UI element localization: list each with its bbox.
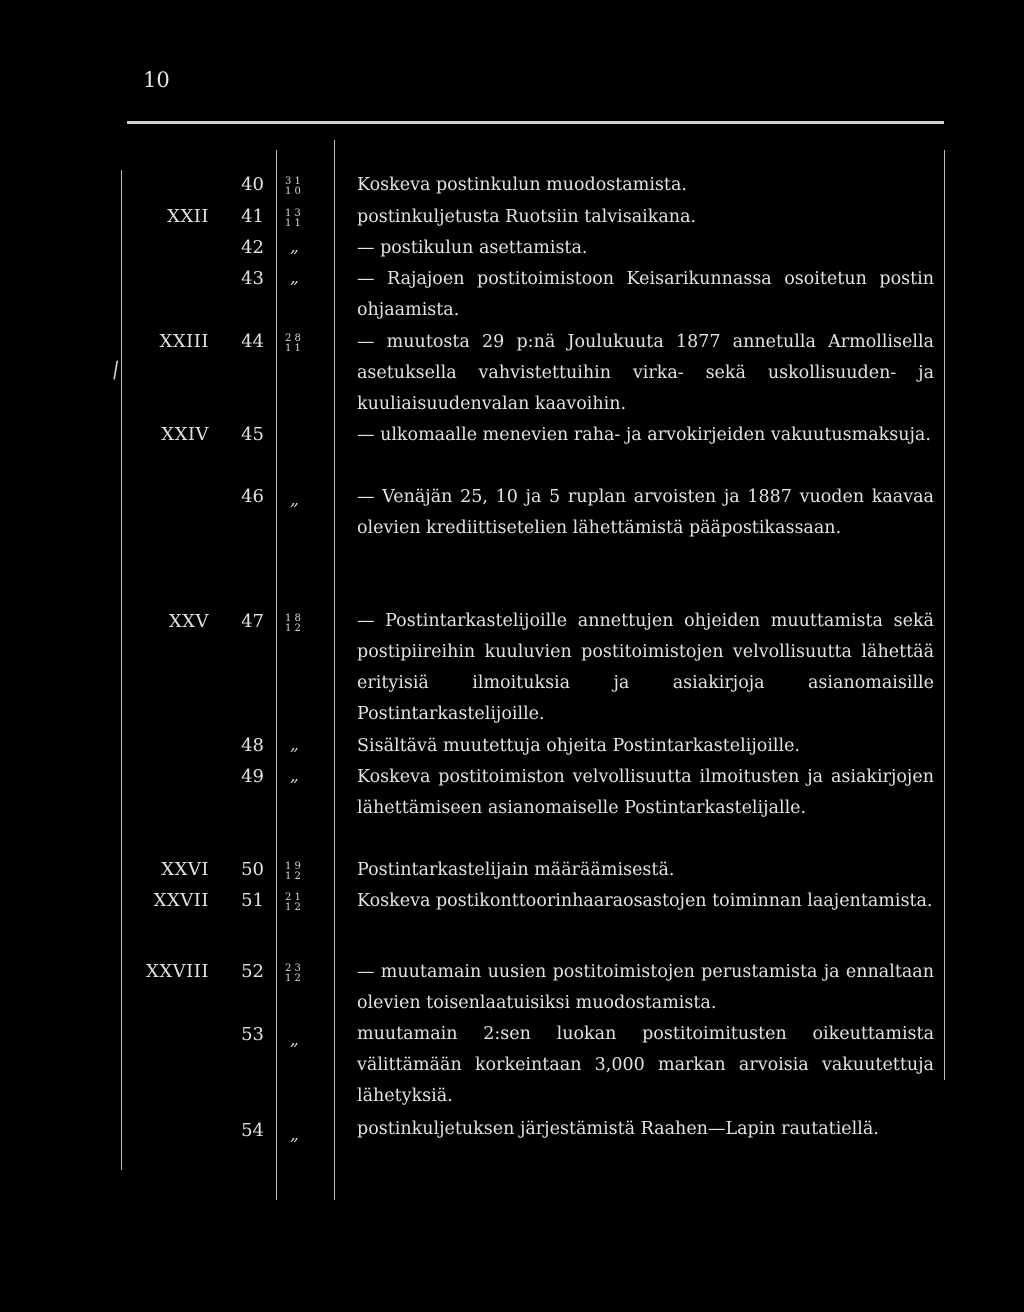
- roman-numeral: XXVI: [161, 859, 209, 880]
- ditto-mark: „: [290, 490, 299, 510]
- entry-text: postinkuljetuksen järjestämistä Raahen—Lapin rautatiellä.: [357, 1119, 879, 1139]
- entry-text: postinkuljetusta Ruotsiin talvisaikana.: [357, 207, 697, 227]
- roman-numeral: XXIII: [159, 331, 209, 352]
- entry-text: Postintarkastelijain määräämisestä.: [357, 860, 675, 880]
- ditto-mark: „: [290, 268, 299, 288]
- roman-numeral: XXVIII: [146, 961, 209, 982]
- page-number: 10: [143, 68, 170, 92]
- date-mark: 1 8 1 2: [285, 613, 301, 634]
- entry-text: — Venäjän 25, 10 ja 5 ruplan arvoisten ja 1887 vuoden kaavaa olevien krediittisetelien lähettämistä pääpostikassaan.: [357, 487, 934, 538]
- entry-number: 44: [241, 331, 264, 352]
- entry-number: 47: [241, 611, 264, 632]
- date-mark: 3 1 1 0: [285, 176, 301, 197]
- entry-text: — ulkomaalle menevien raha- ja arvokirjeiden vakuutusmaksuja.: [357, 425, 931, 445]
- entry-number: 46: [241, 486, 264, 507]
- entry-text: Koskeva postitoimiston velvollisuutta ilmoitusten ja asiakirjojen lähettämiseen asianomaiselle Postintarkastelijalle.: [357, 767, 934, 818]
- column-rule-left: [121, 170, 122, 1170]
- entry-number: 43: [241, 268, 264, 289]
- entry-number: 54: [241, 1120, 264, 1141]
- entry-text: Koskeva postikonttoorinhaaraosastojen toiminnan laajentamista.: [357, 891, 933, 911]
- date-mark: 2 8 1 1: [285, 333, 301, 354]
- entry-number: 50: [241, 859, 264, 880]
- column-rule-right: [944, 150, 945, 1080]
- header-rule: [127, 121, 944, 124]
- entry-number: 51: [241, 890, 264, 911]
- column-rule-number: [276, 150, 277, 1200]
- ditto-mark: „: [290, 766, 299, 786]
- entry-number: 45: [241, 424, 264, 445]
- entry-number: 41: [241, 206, 264, 227]
- entry-text: — Rajajoen postitoimistoon Keisarikunnassa osoitetun postin ohjaamista.: [357, 269, 934, 320]
- column-rule-date: [334, 140, 335, 1200]
- roman-numeral: XXV: [168, 611, 209, 632]
- ditto-mark: „: [290, 237, 299, 257]
- entry-number: 40: [241, 174, 264, 195]
- entry-number: 42: [241, 237, 264, 258]
- margin-check-mark: /: [110, 357, 122, 384]
- ditto-mark: „: [290, 735, 299, 755]
- date-mark: 1 9 1 2: [285, 861, 301, 882]
- entry-text: — Postintarkastelijoille annettujen ohjeiden muuttamista sekä postipiireihin kuuluvien postitoimistojen velvollisuutta lähettää erityisiä ilmoituksia ja asiakirjoja asianomaisille Postintarkastelijoille.: [357, 611, 934, 724]
- entry-text: — muutosta 29 p:nä Joulukuuta 1877 annetulla Armollisella asetuksella vahvistettuihin virka- sekä uskollisuuden- ja kuuliaisuudenvalan kaavoihin.: [357, 332, 934, 414]
- roman-numeral: XXIV: [161, 424, 209, 445]
- date-mark: 2 1 1 2: [285, 892, 301, 913]
- entry-text: muutamain 2:sen luokan postitoimitusten oikeuttamista välittämään korkeintaan 3,000 markan arvoisia vakuutettuja lähetyksiä.: [357, 1024, 934, 1106]
- ditto-mark: „: [290, 1030, 299, 1050]
- roman-numeral: XXII: [167, 206, 209, 227]
- entry-number: 48: [241, 735, 264, 756]
- entry-text: — muutamain uusien postitoimistojen perustamista ja ennaltaan olevien toisenlaatuisiksi muodostamista.: [357, 962, 934, 1013]
- entry-number: 49: [241, 766, 264, 787]
- date-mark: 2 3 1 2: [285, 963, 301, 984]
- roman-numeral: XXVII: [153, 890, 209, 911]
- entry-number: 53: [241, 1024, 264, 1045]
- ditto-mark: „: [290, 1125, 299, 1145]
- entry-text: — postikulun asettamista.: [357, 238, 588, 258]
- entry-text: Koskeva postinkulun muodostamista.: [357, 175, 687, 195]
- entry-number: 52: [241, 961, 264, 982]
- date-mark: 1 3 1 1: [285, 208, 301, 229]
- entry-text: Sisältävä muutettuja ohjeita Postintarkastelijoille.: [357, 736, 801, 756]
